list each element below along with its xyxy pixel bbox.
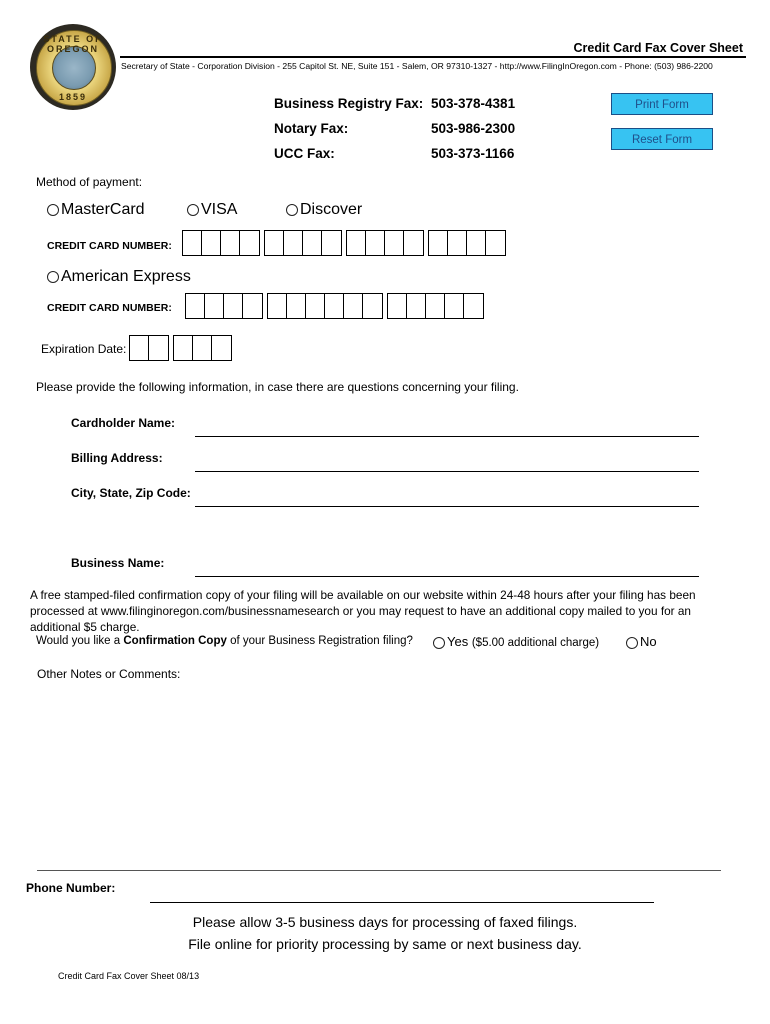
fax-label-business: Business Registry Fax: — [274, 96, 424, 111]
visa-option[interactable] — [187, 201, 237, 219]
city-state-zip-label: City, State, Zip Code: — [71, 486, 191, 500]
no-radio[interactable] — [626, 637, 638, 649]
seal-year: 1859 — [58, 92, 88, 102]
billing-address-field[interactable] — [195, 471, 699, 472]
no-label: No — [640, 634, 657, 649]
info-intro-text: Please provide the following information, in case there are questions concerning your filing. — [36, 380, 519, 394]
method-of-payment-label: Method of payment: — [36, 175, 143, 189]
reset-form-button[interactable]: Reset Form — [611, 128, 713, 150]
yes-label: Yes — [447, 634, 469, 649]
expiration-date-input[interactable] — [129, 335, 236, 361]
visa-radio[interactable] — [187, 204, 199, 216]
question-post: of your Business Registration filing? — [226, 635, 413, 647]
fax-label-ucc: UCC Fax: — [274, 146, 335, 161]
phone-number-label: Phone Number: — [26, 881, 116, 895]
oregon-state-seal — [30, 24, 116, 110]
mastercard-option[interactable] — [47, 201, 145, 219]
mastercard-label: MasterCard — [61, 201, 145, 218]
business-name-field[interactable] — [195, 576, 699, 577]
fax-number-business: 503-378-4381 — [431, 96, 516, 111]
confirmation-yes-option[interactable] — [433, 634, 599, 649]
cc-number-input-2[interactable] — [185, 293, 488, 319]
discover-label: Discover — [300, 201, 363, 218]
processing-note-2: File online for priority processing by same or next business day. — [188, 936, 582, 952]
phone-number-field[interactable] — [150, 902, 654, 903]
cc-number-label-1: CREDIT CARD NUMBER: — [47, 240, 172, 252]
city-state-zip-field[interactable] — [195, 506, 699, 507]
amex-option[interactable] — [47, 268, 191, 286]
visa-label: VISA — [201, 201, 238, 218]
mastercard-radio[interactable] — [47, 204, 59, 216]
print-form-button[interactable]: Print Form — [611, 93, 713, 115]
comments-field[interactable] — [37, 685, 721, 865]
confirmation-paragraph: A free stamped-filed confirmation copy of your filing will be available on our website within 24-48 hours after your filing has been processed at www.filinginoregon.com/businessnamesearch or you may request to have an additional copy mailed to you for an additional $5 charge. — [30, 588, 696, 634]
cardholder-name-label: Cardholder Name: — [71, 416, 176, 430]
business-name-label: Business Name: — [71, 556, 165, 570]
page-title: Credit Card Fax Cover Sheet — [573, 41, 743, 55]
yes-note: ($5.00 additional charge) — [471, 637, 600, 649]
yes-radio[interactable] — [433, 637, 445, 649]
discover-radio[interactable] — [286, 204, 298, 216]
header-contact-info: Secretary of State - Corporation Division - 255 Capitol St. NE, Suite 151 - Salem, OR 97310-1327 - http://www.FilingInOregon.com - Phone: (503) 986-2200 — [121, 61, 713, 71]
discover-option[interactable] — [286, 201, 362, 219]
seal-top-text: STATE OF OREGON — [43, 34, 103, 54]
fax-number-notary: 503-986-2300 — [431, 121, 516, 136]
header-rule — [120, 56, 746, 58]
fax-number-ucc: 503-373-1166 — [431, 146, 515, 161]
fax-label-notary: Notary Fax: — [274, 121, 349, 136]
processing-note-1: Please allow 3-5 business days for processing of faxed filings. — [192, 914, 578, 930]
amex-radio[interactable] — [47, 271, 59, 283]
comments-label: Other Notes or Comments: — [37, 667, 181, 681]
billing-address-label: Billing Address: — [71, 451, 163, 465]
cardholder-name-field[interactable] — [195, 436, 699, 437]
confirmation-question — [36, 635, 413, 647]
cc-number-label-2: CREDIT CARD NUMBER: — [47, 302, 172, 314]
confirmation-no-option[interactable] — [626, 634, 657, 649]
comments-bottom-rule — [37, 870, 721, 871]
question-pre: Would you like a — [36, 635, 124, 647]
expiration-date-label: Expiration Date: — [41, 342, 127, 356]
amex-label: American Express — [61, 268, 191, 285]
form-identifier: Credit Card Fax Cover Sheet 08/13 — [58, 971, 200, 981]
cc-number-input-1[interactable] — [182, 230, 510, 256]
question-bold: Confirmation Copy — [123, 635, 227, 647]
